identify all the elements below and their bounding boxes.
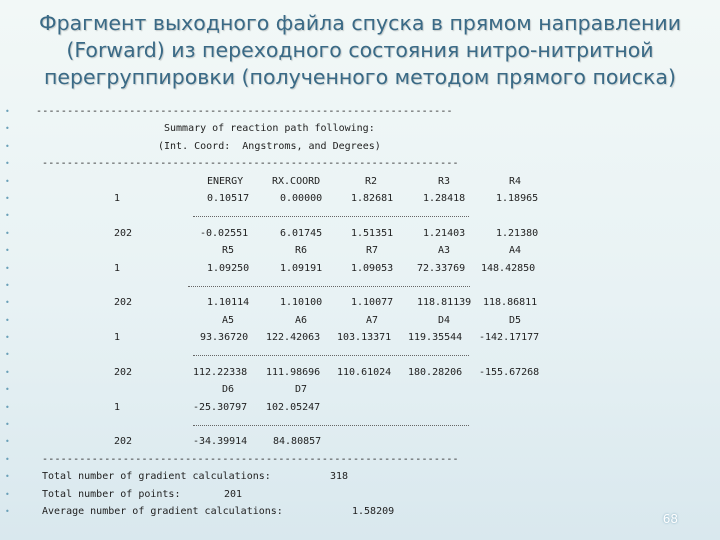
- summary-title-line: [0, 120, 720, 137]
- title-line-3: перегруппировки (полученного методом прямого поиска): [44, 65, 676, 89]
- dotted-divider-line: [0, 207, 720, 224]
- row-value: 148.42850: [481, 262, 536, 274]
- row-value: 122.42063: [266, 332, 321, 344]
- header-a3: A3: [438, 245, 451, 257]
- row-value: 1.10114: [207, 297, 250, 309]
- header-a5: A5: [222, 314, 235, 326]
- row-value: 1.10100: [280, 297, 323, 309]
- row-value: -34.39914: [193, 436, 248, 448]
- summary-total-gradient: [0, 468, 720, 485]
- total-points-label: Total number of points:: [42, 488, 181, 500]
- table-row: [0, 329, 720, 346]
- dash-separator: -------------------------------------------------------------------: [36, 106, 453, 117]
- row-value: 93.36720: [200, 332, 249, 344]
- total-points-value: 201: [224, 488, 243, 500]
- row-point: 202: [114, 227, 133, 239]
- dotted-divider: [188, 286, 470, 287]
- row-value: 1.18965: [496, 192, 539, 204]
- row-value: 1.09191: [280, 262, 323, 274]
- output-listing: [0, 103, 720, 520]
- row-value: 1.09250: [207, 262, 250, 274]
- row-value: -0.02551: [200, 227, 249, 239]
- row-value: 6.01745: [280, 227, 323, 239]
- row-point: 1: [114, 192, 121, 204]
- separator-line: [0, 103, 720, 120]
- row-point: 1: [114, 401, 121, 413]
- row-value: -142.17177: [479, 332, 540, 344]
- total-gradient-value: 318: [330, 471, 349, 483]
- header-energy: ENERGY: [207, 175, 244, 187]
- row-value: 1.10077: [351, 297, 394, 309]
- header-r7: R7: [366, 245, 379, 257]
- table-row: [0, 190, 720, 207]
- row-value: 103.13371: [337, 332, 392, 344]
- header-row: [0, 312, 720, 329]
- row-value: 72.33769: [417, 262, 466, 274]
- header-r3: R3: [438, 175, 451, 187]
- header-row: [0, 242, 720, 259]
- header-r6: R6: [295, 245, 308, 257]
- summary-units: (Int. Coord: Angstroms, and Degrees): [158, 140, 381, 152]
- row-point: 202: [114, 297, 133, 309]
- header-rx-coord: RX.COORD: [272, 175, 321, 187]
- table-row: [0, 260, 720, 277]
- bullet-icon: •: [5, 298, 10, 308]
- row-value: 118.81139: [417, 297, 472, 309]
- row-value: 180.28206: [408, 366, 463, 378]
- dotted-divider: [193, 216, 469, 217]
- bullet-icon: •: [5, 420, 10, 430]
- header-a7: A7: [366, 314, 379, 326]
- header-d5: D5: [509, 314, 522, 326]
- row-point: 1: [114, 332, 121, 344]
- row-value: 0.10517: [207, 192, 250, 204]
- bullet-icon: •: [5, 141, 10, 151]
- row-value: 112.22338: [193, 366, 248, 378]
- bullet-icon: •: [5, 489, 10, 499]
- table-row: [0, 364, 720, 381]
- bullet-icon: •: [5, 385, 10, 395]
- bullet-icon: •: [5, 367, 10, 377]
- summary-title: Summary of reaction path following:: [164, 123, 375, 135]
- bullet-icon: •: [5, 263, 10, 273]
- row-value: 102.05247: [266, 401, 321, 413]
- row-value: 1.28418: [423, 192, 466, 204]
- bullet-icon: •: [5, 402, 10, 412]
- row-value: -25.30797: [193, 401, 248, 413]
- row-value: 1.21403: [423, 227, 466, 239]
- header-r4: R4: [509, 175, 522, 187]
- dotted-divider: [193, 425, 469, 426]
- bullet-icon: •: [5, 280, 10, 290]
- header-d6: D6: [222, 384, 235, 396]
- bullet-icon: •: [5, 350, 10, 360]
- row-value: 1.09053: [351, 262, 394, 274]
- bullet-icon: •: [5, 228, 10, 238]
- bullet-icon: •: [5, 437, 10, 447]
- row-value: 1.51351: [351, 227, 394, 239]
- row-value: 118.86811: [483, 297, 538, 309]
- table-row: [0, 433, 720, 450]
- summary-total-points: [0, 486, 720, 503]
- separator-line: [0, 451, 720, 468]
- row-point: 202: [114, 436, 133, 448]
- bullet-icon: •: [5, 506, 10, 516]
- row-value: 119.35544: [408, 332, 463, 344]
- row-value: 110.61024: [337, 366, 392, 378]
- bullet-icon: •: [5, 315, 10, 325]
- total-gradient-label: Total number of gradient calculations:: [42, 471, 271, 483]
- header-row: [0, 381, 720, 398]
- header-r5: R5: [222, 245, 235, 257]
- title-line-2: (Forward) из переходного состояния нитро-нитритной: [66, 38, 654, 62]
- bullet-icon: •: [5, 107, 10, 116]
- header-row: [0, 173, 720, 190]
- row-point: 202: [114, 366, 133, 378]
- page-number: 68: [662, 512, 678, 526]
- dotted-divider: [193, 355, 469, 356]
- dash-separator: -------------------------------------------------------------------: [42, 453, 459, 465]
- bullet-icon: •: [5, 159, 10, 169]
- row-value: 1.21380: [496, 227, 539, 239]
- row-value: 1.82681: [351, 192, 394, 204]
- average-value: 1.58209: [352, 505, 395, 517]
- bullet-icon: •: [5, 454, 10, 464]
- dotted-divider-line: [0, 346, 720, 363]
- row-value: -155.67268: [479, 366, 540, 378]
- header-d4: D4: [438, 314, 451, 326]
- table-row: [0, 225, 720, 242]
- table-row: [0, 294, 720, 311]
- summary-units-line: [0, 138, 720, 155]
- row-value: 0.00000: [280, 192, 323, 204]
- title-line-1: Фрагмент выходного файла спуска в прямом направлении: [38, 11, 682, 35]
- row-value: 111.98696: [266, 366, 321, 378]
- dotted-divider-line: [0, 416, 720, 433]
- bullet-icon: •: [5, 211, 10, 221]
- bullet-icon: •: [5, 193, 10, 203]
- row-point: 1: [114, 262, 121, 274]
- header-r2: R2: [365, 175, 378, 187]
- table-row: [0, 399, 720, 416]
- separator-line: [0, 155, 720, 172]
- dotted-divider-line: [0, 277, 720, 294]
- bullet-icon: •: [5, 333, 10, 343]
- header-a4: A4: [509, 245, 522, 257]
- average-label: Average number of gradient calculations:: [42, 505, 283, 517]
- header-a6: A6: [295, 314, 308, 326]
- dash-separator: -------------------------------------------------------------------: [42, 158, 459, 170]
- row-value: 84.80857: [273, 436, 322, 448]
- summary-average: [0, 503, 720, 520]
- bullet-icon: •: [5, 124, 10, 134]
- bullet-icon: •: [5, 176, 10, 186]
- header-d7: D7: [295, 384, 308, 396]
- slide-title: [10, 10, 710, 91]
- bullet-icon: •: [5, 246, 10, 256]
- bullet-icon: •: [5, 472, 10, 482]
